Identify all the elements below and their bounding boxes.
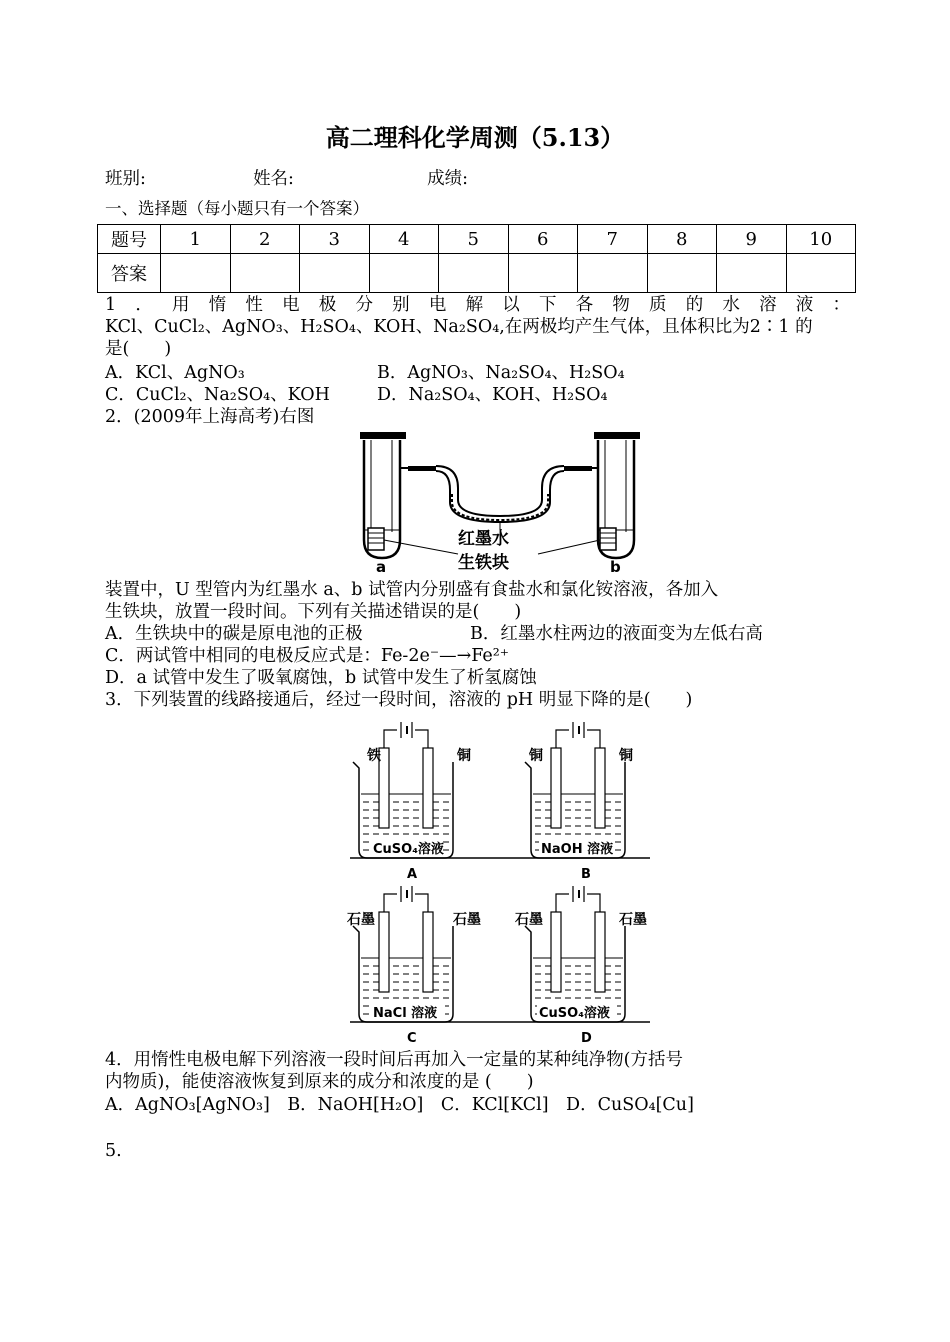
u-tube-outer	[436, 466, 564, 516]
section-heading: 一、选择题（每小题只有一个答案）	[105, 199, 369, 218]
question-number: 1	[161, 225, 231, 254]
q1-stem-line1: 1．用惰性电极分别电解以下各物质的水溶液：	[105, 295, 850, 315]
q2-stem-line2: 装置中，U 型管内为红墨水 a、b 试管内分别盛有食盐水和氯化铵溶液，各加入	[105, 580, 719, 600]
electrolysis-figure	[345, 718, 660, 1046]
q2-stem-line1: 2．(2009年上海高考)右图	[105, 407, 315, 427]
question-number: 9	[717, 225, 787, 254]
q1-stem-line3: 是( )	[105, 339, 172, 359]
label-red-ink: 红墨水	[458, 529, 509, 549]
beaker-a-left-electrode: 铁	[367, 748, 381, 764]
q4-stem-line1: 4．用惰性电极电解下列溶液一段时间后再加入一定量的某种纯净物(方括号	[105, 1050, 683, 1070]
beaker-d-letter: D	[581, 1031, 592, 1046]
q1-stem-line2: KCl、CuCl₂、AgNO₃、H₂SO₄、KOH、Na₂SO₄,在两极均产生气体，且体积比为2∶1 的	[105, 317, 813, 337]
beaker-b	[525, 722, 633, 882]
answer-table-number-row	[98, 225, 856, 254]
table-header-answer: 答案	[98, 254, 161, 293]
answer-cell[interactable]	[508, 254, 578, 293]
left-iron-pointer	[384, 540, 458, 554]
q1-option-b: B．AgNO₃、Na₂SO₄、H₂SO₄	[377, 363, 625, 383]
beaker-c-left-electrode: 石墨	[347, 912, 375, 928]
right-iron-block	[600, 528, 616, 550]
u-tube-inner	[436, 471, 564, 522]
q2-option-d: D．a 试管中发生了吸氧腐蚀，b 试管中发生了析氢腐蚀	[105, 668, 537, 688]
answer-cell[interactable]	[161, 254, 231, 293]
question-number: 6	[508, 225, 578, 254]
answer-cell[interactable]	[786, 254, 856, 293]
left-connector	[408, 466, 436, 471]
beaker-d-left-electrode: 石墨	[515, 912, 543, 928]
beaker-b-left-electrode: 铜	[529, 748, 543, 764]
right-connector	[564, 466, 592, 471]
question-number: 8	[647, 225, 717, 254]
student-info-row	[105, 168, 468, 190]
answer-cell[interactable]	[300, 254, 370, 293]
u-tube-figure	[350, 428, 650, 574]
question-number: 2	[230, 225, 300, 254]
beaker-b-letter: B	[581, 867, 591, 882]
question-number: 10	[786, 225, 856, 254]
right-tube-stopper	[594, 432, 640, 439]
beaker-c-solution: NaCl 溶液	[373, 1006, 438, 1021]
left-tube-stopper	[360, 432, 406, 439]
answer-cell[interactable]	[369, 254, 439, 293]
label-tube-b: b	[610, 558, 621, 574]
page-title: 高二理科化学周测（5.13）	[325, 123, 625, 152]
label-iron-block: 生铁块	[458, 553, 509, 573]
beaker-a-solution: CuSO₄溶液	[373, 842, 444, 857]
name-label: 姓名:	[253, 169, 294, 189]
q2-option-c: C．两试管中相同的电极反应式是：Fe-2e⁻—→Fe²⁺	[105, 646, 510, 666]
answer-table	[97, 224, 856, 293]
question-number: 5	[439, 225, 509, 254]
q1-option-c: C．CuCl₂、Na₂SO₄、KOH	[105, 385, 330, 405]
q1-option-d: D．Na₂SO₄、KOH、H₂SO₄	[377, 385, 608, 405]
right-iron-pointer	[538, 540, 600, 554]
q4-stem-line2: 内物质)，能使溶液恢复到原来的成分和浓度的是 ( )	[105, 1072, 534, 1092]
left-iron-block	[368, 528, 384, 550]
q5-stem-line1: 5.	[105, 1141, 122, 1161]
beaker-c-letter: C	[407, 1031, 417, 1046]
beaker-c-right-electrode: 石墨	[453, 912, 481, 928]
question-number: 3	[300, 225, 370, 254]
q2-option-a: A．生铁块中的碳是原电池的正极	[105, 624, 363, 644]
beaker-d-right-electrode: 石墨	[619, 912, 647, 928]
q4-options: A．AgNO₃[AgNO₃] B．NaOH[H₂O] C．KCl[KCl] D．CuSO₄[Cu]	[105, 1095, 694, 1115]
answer-cell[interactable]	[717, 254, 787, 293]
question-number: 7	[578, 225, 648, 254]
q3-stem-line1: 3．下列装置的线路接通后，经过一段时间，溶液的 pH 明显下降的是( )	[105, 690, 693, 710]
label-tube-a: a	[376, 558, 387, 574]
answer-cell[interactable]	[439, 254, 509, 293]
table-header-number: 题号	[98, 225, 161, 254]
score-label: 成绩:	[427, 169, 469, 189]
answer-cell[interactable]	[647, 254, 717, 293]
q2-option-b: B．红墨水柱两边的液面变为左低右高	[470, 624, 763, 644]
question-number: 4	[369, 225, 439, 254]
answer-cell[interactable]	[578, 254, 648, 293]
beaker-b-right-electrode: 铜	[619, 748, 633, 764]
beaker-b-solution: NaOH 溶液	[541, 842, 614, 857]
q2-stem-line3: 生铁块，放置一段时间。下列有关描述错误的是( )	[105, 602, 522, 622]
beaker-d-solution: CuSO₄溶液	[539, 1006, 610, 1021]
q1-option-a: A．KCl、AgNO₃	[105, 363, 245, 383]
answer-cell[interactable]	[230, 254, 300, 293]
beaker-a-letter: A	[407, 867, 418, 882]
class-label: 班别:	[105, 169, 146, 189]
answer-table-answer-row	[98, 254, 856, 293]
beaker-a-right-electrode: 铜	[457, 748, 471, 764]
